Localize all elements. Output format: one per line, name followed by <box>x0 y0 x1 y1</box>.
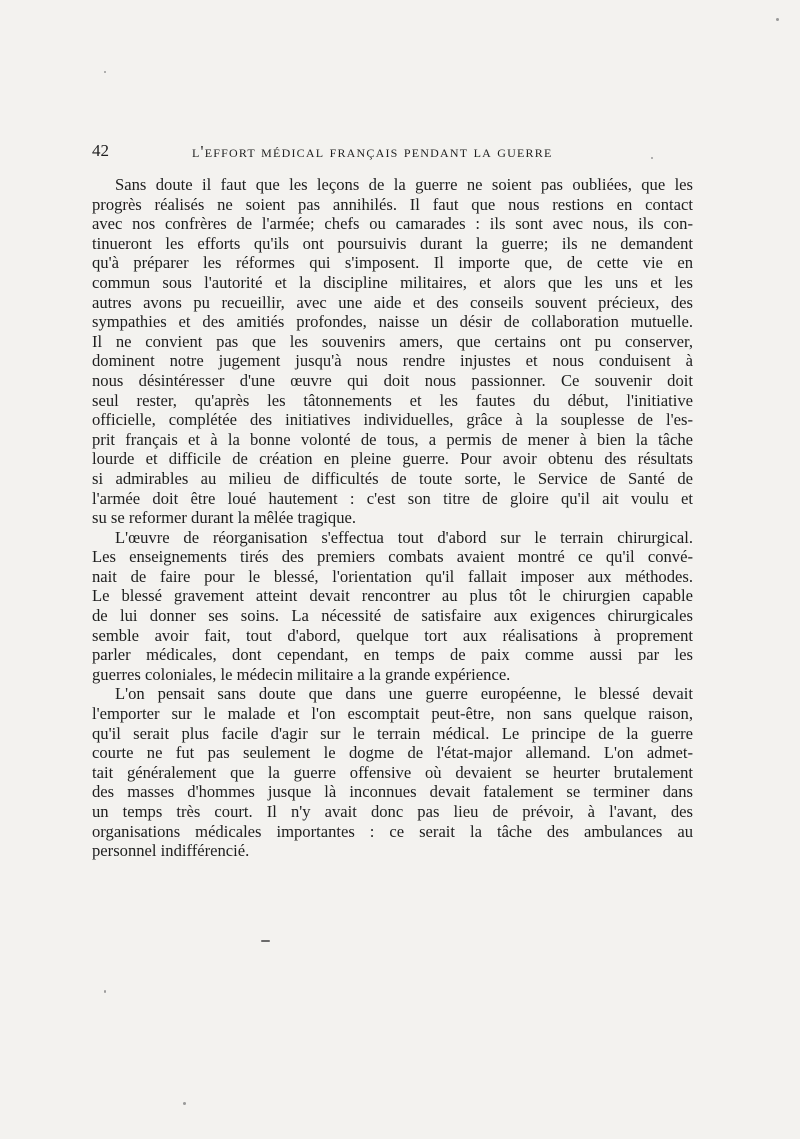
text-line: des masses d'hommes jusque là inconnues devait fatalement se terminer dans <box>92 782 693 802</box>
text-line: semble avoir fait, tout d'abord, quelque tort aux réalisations à proprement <box>92 625 693 645</box>
text-line: un temps très court. Il n'y avait donc pas lieu de prévoir, à l'avant, des <box>92 802 693 821</box>
page-number: 42 <box>92 141 109 160</box>
scan-speck <box>104 71 106 73</box>
text-line: de lui donner ses soins. La nécessité de satisfaire aux exigences chirurgicales <box>92 606 693 626</box>
text-line: prit français et à la bonne volonté de tous, a permis de mener à bien la tâche <box>92 429 693 449</box>
text-line: Le blessé gravement atteint devait rencontrer au plus tôt le chirurgien capable <box>92 586 693 606</box>
text-line: si admirables au milieu de difficultés de toute sorte, le Service de Santé de <box>92 468 693 488</box>
text-line: Sans doute il faut que les leçons de la guerre ne soient pas oubliées, que les <box>115 175 693 194</box>
text-line: avec nos confrères de l'armée; chefs ou camarades : ils sont avec nous, ils con- <box>92 214 693 234</box>
text-line: l'emporter sur le malade et l'on escomptait peut-être, non sans quelque raison, <box>92 704 693 724</box>
paragraph <box>92 528 693 685</box>
paragraph <box>92 684 693 860</box>
text-line: tait généralement que la guerre offensive où devaient se heurter brutalement <box>92 762 693 782</box>
text-line: su se reformer durant la mêlée tragique. <box>92 508 357 528</box>
text-line: qu'il serait plus facile d'agir sur le terrain médical. Le principe de la guerre <box>92 723 693 743</box>
text-line: parler médicales, dont cependant, en temps de paix comme aussi par les <box>92 645 693 665</box>
text-line: dominent notre jugement jusqu'à nous rendre injustes et nous conduisent à <box>92 351 693 371</box>
scan-speck <box>776 18 779 21</box>
page-body <box>92 175 693 861</box>
text-line: commun sous l'autorité et la discipline militaires, et alors que les uns et les <box>92 272 693 292</box>
text-line: autres avons pu recueillir, avec une aide et des conseils souvent précieux, des <box>92 292 693 312</box>
scan-speck <box>183 1102 186 1105</box>
text-line: L'on pensait sans doute que dans une guerre européenne, le blessé devait <box>115 684 693 704</box>
text-line: nait de faire pour le blessé, l'orientation qu'il fallait imposer aux méthodes. <box>92 566 693 586</box>
text-line: seul rester, qu'après les tâtonnements et les fautes du début, l'initiative <box>92 390 693 410</box>
text-line: progrès réalisés ne soient pas annihilés. Il faut que nous restions en contact <box>92 194 693 214</box>
scan-speck <box>104 990 106 993</box>
text-line: l'armée doit être loué hautement : c'est son titre de gloire qu'il ait voulu et <box>92 488 693 508</box>
scan-speck <box>651 157 653 159</box>
text-line: courte ne fut pas seulement le dogme de l'état-major allemand. L'on admet- <box>92 743 693 763</box>
text-line: personnel indifférencié. <box>92 841 250 861</box>
paragraph <box>92 175 693 528</box>
text-line: Il ne convient pas que les souvenirs amers, que certains ont pu conserver, <box>92 331 693 351</box>
text-line: guerres coloniales, le médecin militaire a la grande expérience. <box>92 664 511 684</box>
text-line: sympathies et des amitiés profondes, naisse un désir de collaboration mutuelle. <box>92 312 693 332</box>
text-line: nous désintéresser d'une œuvre qui doit nous passionner. Ce souvenir doit <box>92 370 693 390</box>
text-line: Les enseignements tirés des premiers combats avaient montré ce qu'il convé- <box>92 547 693 567</box>
page-header <box>92 141 672 167</box>
text-line: qu'à préparer les réformes qui s'imposent. Il importe que, de cette vie en <box>92 253 693 273</box>
scan-speck <box>261 940 270 942</box>
text-line: organisations médicales importantes : ce serait la tâche des ambulances au <box>92 821 693 841</box>
text-line: tinueront les efforts qu'ils ont poursuivis durant la guerre; ils ne demandent <box>92 233 693 253</box>
text-line: officielle, complétée des initiatives individuelles, grâce à la souplesse de l'es- <box>92 410 693 430</box>
text-line: L'œuvre de réorganisation s'effectua tout d'abord sur le terrain chirurgical. <box>115 527 693 547</box>
text-line: lourde et difficile de création en pleine guerre. Pour avoir obtenu des résultats <box>92 449 693 469</box>
running-head: l'effort médical français pendant la guerre <box>192 142 553 161</box>
